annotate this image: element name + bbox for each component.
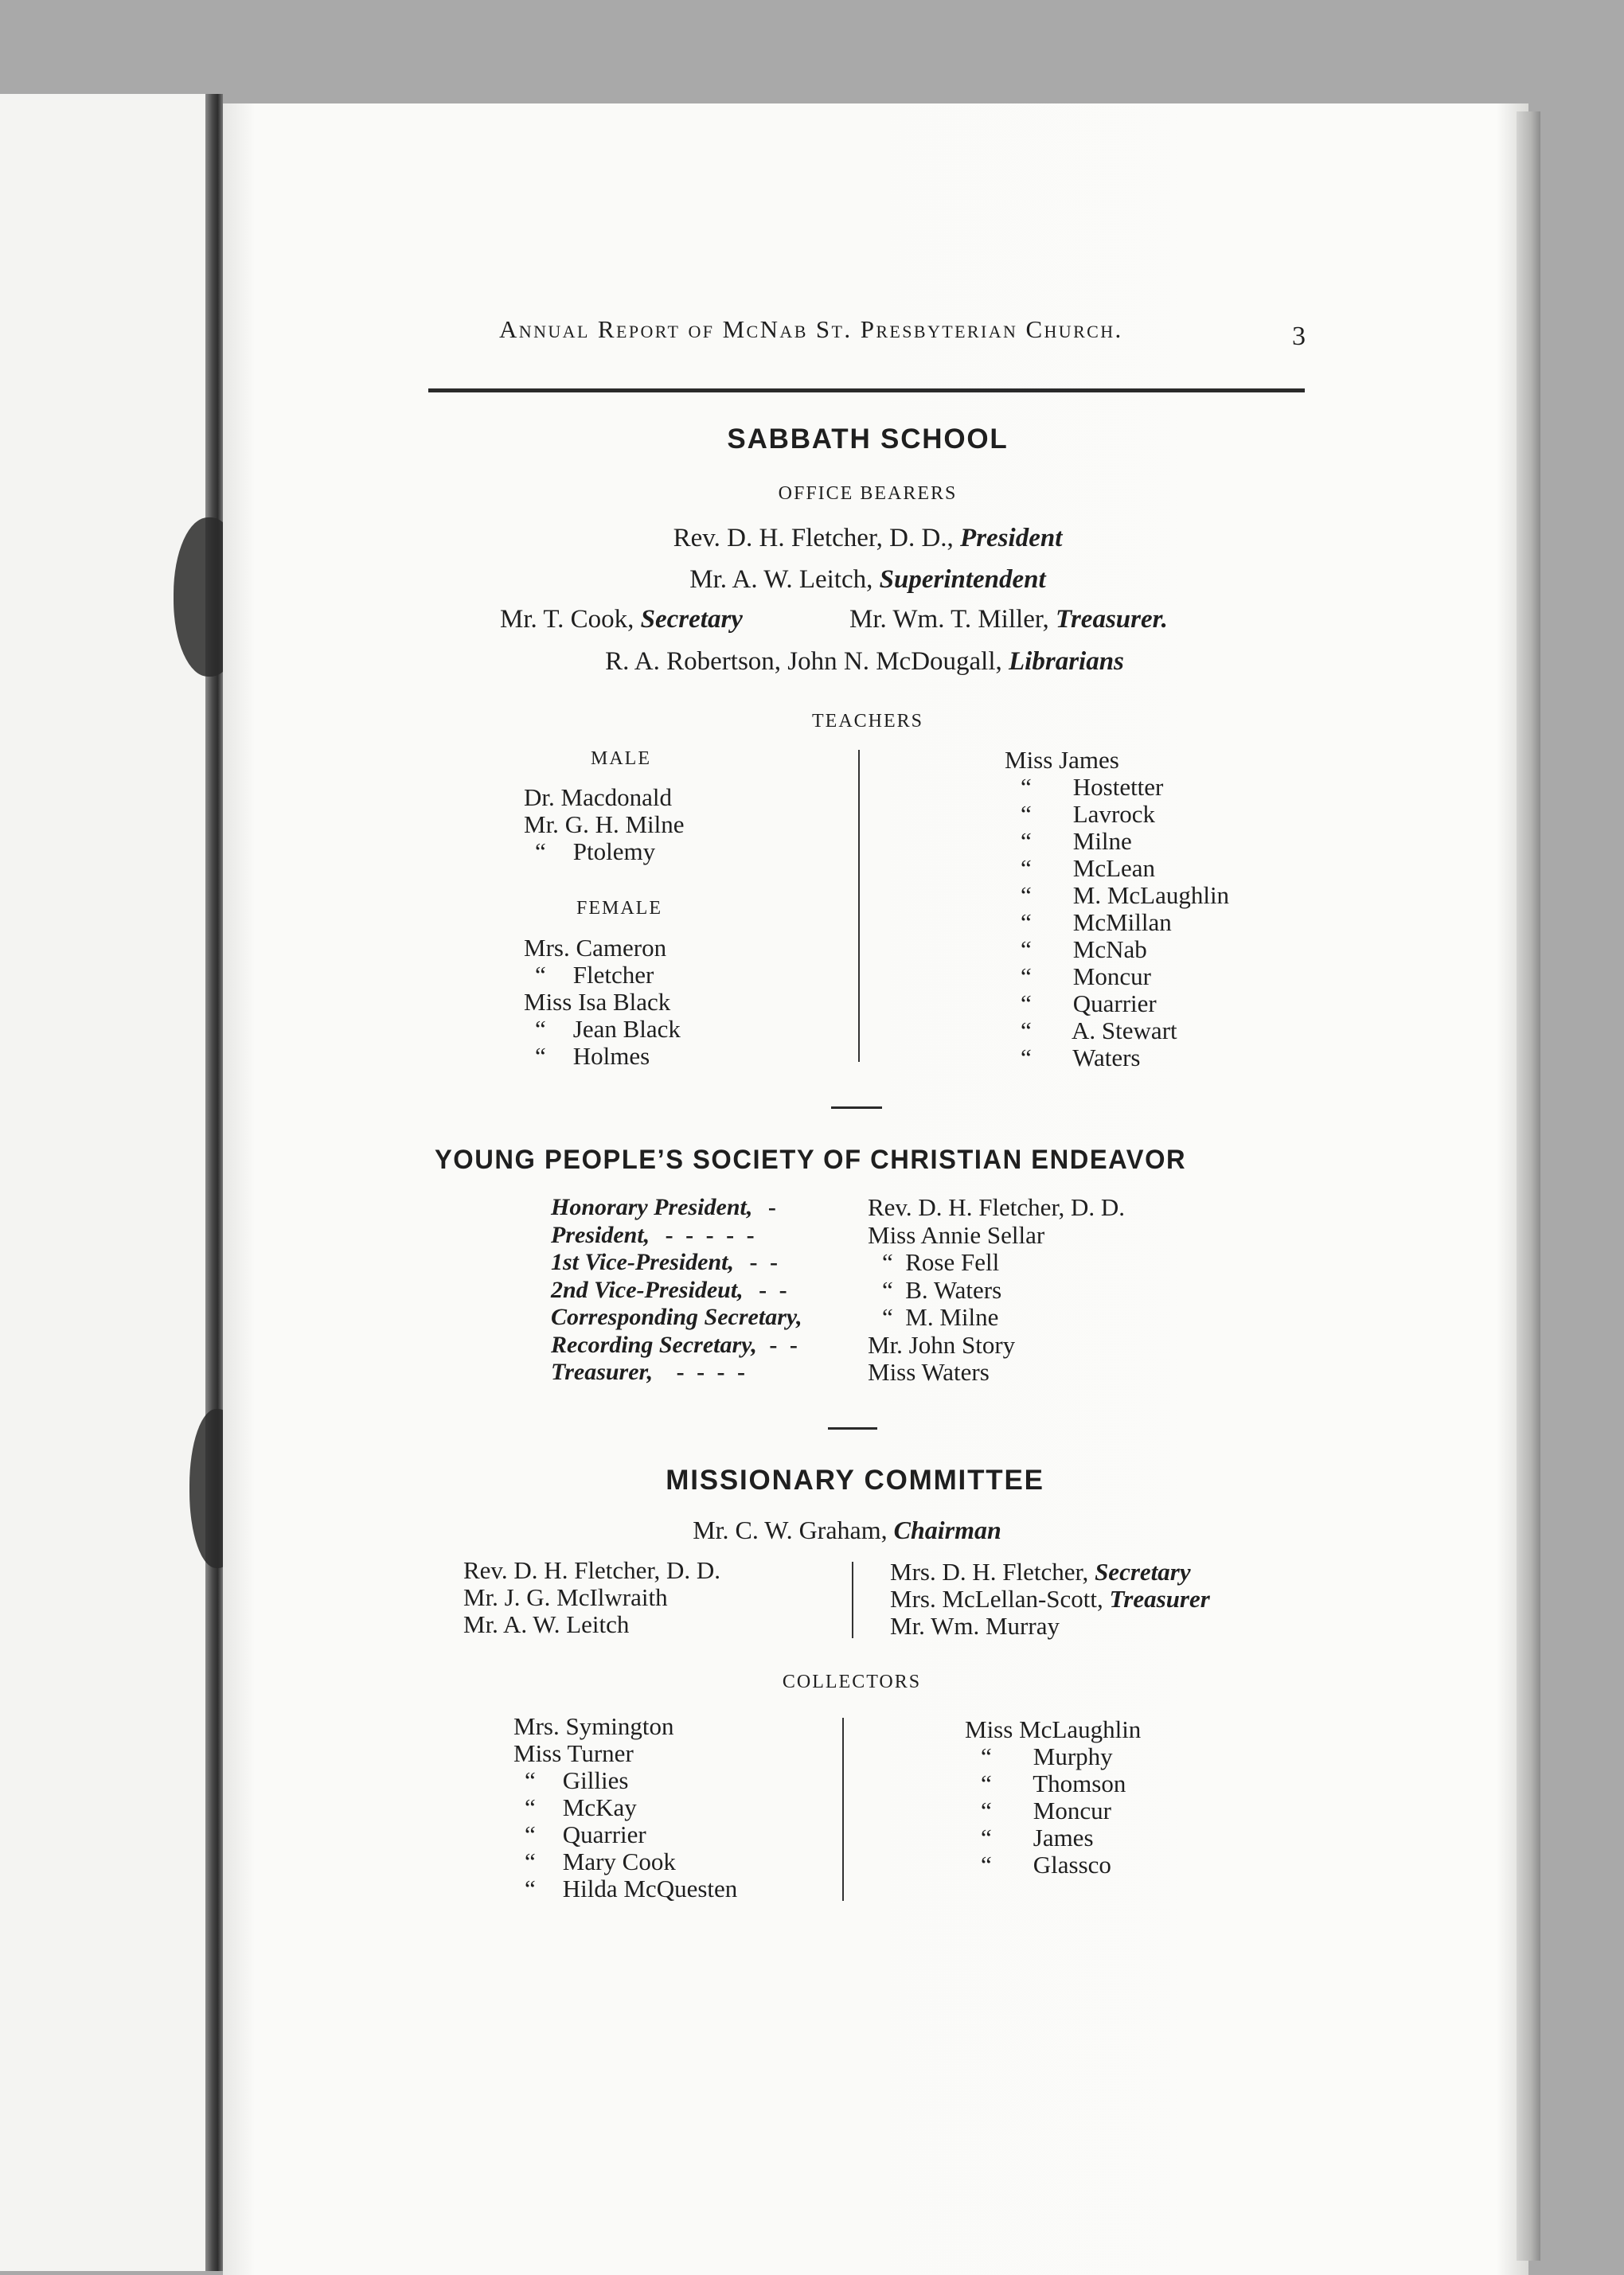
treasurer-line	[849, 605, 1168, 634]
page-number: 3	[1292, 322, 1306, 351]
list-item: “ McLean	[1021, 854, 1156, 882]
list-item: “ Hilda McQuesten	[525, 1875, 738, 1902]
office-bearers-heading: OFFICE BEARERS	[778, 483, 958, 504]
page-edge	[1517, 111, 1540, 2261]
female-heading: FEMALE	[576, 898, 662, 919]
secretary-line	[500, 605, 743, 634]
committee-column-divider	[852, 1562, 853, 1638]
officer-row: Recording Secretary, - -	[551, 1331, 801, 1358]
list-item: “ Glassco	[981, 1851, 1111, 1879]
secretary-name: Mr. T. Cook,	[500, 605, 634, 634]
committee-right	[890, 1559, 1210, 1640]
officer-row: 1st Vice-President, - -	[551, 1249, 781, 1275]
header-rule	[428, 388, 1305, 392]
collectors-left	[513, 1713, 737, 1902]
officer-row: Corresponding Secretary,	[551, 1304, 802, 1330]
list-item: Mr. J. G. McIlwraith	[463, 1583, 668, 1611]
list-item: “ McKay	[525, 1793, 637, 1821]
list-item: “ Quarrier	[1021, 989, 1157, 1017]
officer-name: “ B. Waters	[882, 1275, 1002, 1304]
superintendent-name: Mr. A. W. Leitch,	[689, 565, 873, 594]
list-item: Mr. Wm. Murray	[890, 1612, 1060, 1640]
sabbath-school-title: SABBATH SCHOOL	[727, 423, 1009, 455]
list-item: “ Milne	[1021, 827, 1132, 855]
binding-gutter	[205, 94, 223, 2271]
list-item: “ Ptolemy	[535, 837, 656, 865]
librarians-line	[605, 647, 1124, 677]
president-role: President	[960, 524, 1063, 552]
treasurer-role: Treasurer.	[1056, 605, 1168, 634]
collectors-right	[965, 1716, 1141, 1879]
list-item: Miss Isa Black	[524, 988, 671, 1016]
running-head: Annual Report of McNab St. Presbyterian Church.	[499, 315, 1123, 343]
officer-row: 2nd Vice-Presideut, - -	[551, 1276, 791, 1303]
superintendent-role: Superintendent	[879, 565, 1046, 594]
list-item: Miss James	[1005, 746, 1119, 774]
chairman-role: Chairman	[893, 1516, 1001, 1544]
officer-name: Miss Annie Sellar	[868, 1220, 1045, 1249]
list-item: “ McNab	[1021, 935, 1147, 963]
president-line	[673, 524, 1063, 553]
list-item: “ Holmes	[535, 1042, 650, 1070]
list-item: “ Quarrier	[525, 1820, 646, 1848]
committee-left	[463, 1557, 720, 1638]
teachers-heading: TEACHERS	[811, 711, 924, 732]
librarians-name: R. A. Robertson, John N. McDougall,	[605, 647, 1002, 676]
chairman-name: Mr. C. W. Graham,	[693, 1516, 888, 1544]
list-item: “ Hostetter	[1021, 773, 1164, 801]
officer-name: “ M. Milne	[882, 1303, 999, 1331]
list-item: “ Murphy	[981, 1742, 1113, 1770]
ypsce-officers	[551, 1194, 802, 1387]
list-item: Dr. Macdonald	[524, 783, 672, 811]
list-item: Mrs. Symington	[513, 1712, 674, 1740]
officer-name: Rev. D. H. Fletcher, D. D.	[868, 1193, 1126, 1221]
superintendent-line	[689, 565, 1045, 595]
list-item: “ Thomson	[981, 1770, 1126, 1797]
officer-row: President, - - - - -	[551, 1221, 758, 1248]
facing-page	[0, 94, 209, 2271]
list-item: “ Lavrock	[1021, 800, 1156, 828]
collectors-column-divider	[842, 1718, 844, 1901]
secretary-role: Secretary	[640, 605, 743, 634]
treasurer-name: Mr. Wm. T. Miller,	[849, 605, 1049, 634]
missionary-title: MISSIONARY COMMITTEE	[666, 1465, 1044, 1496]
officer-row: Honorary President, -	[551, 1194, 776, 1220]
male-heading: MALE	[591, 748, 651, 769]
ypsce-names	[868, 1194, 1125, 1387]
list-item: “ McMillan	[1021, 908, 1172, 936]
list-item: Mrs. D. H. Fletcher, Secretary	[890, 1558, 1191, 1586]
president-name: Rev. D. H. Fletcher, D. D.,	[673, 524, 954, 552]
officer-name: “ Rose Fell	[882, 1248, 1000, 1276]
male-teachers-list	[524, 784, 685, 865]
teachers-column-divider	[858, 750, 860, 1062]
section-divider	[831, 1106, 882, 1109]
officer-row: Treasurer, - - - -	[551, 1359, 749, 1385]
list-item: “ Mary Cook	[525, 1848, 676, 1875]
collectors-heading: COLLECTORS	[782, 1672, 922, 1692]
list-item: Mrs. Cameron	[524, 934, 667, 962]
section-divider	[828, 1427, 877, 1430]
list-item: “ Jean Black	[535, 1015, 681, 1043]
list-item: “ Moncur	[981, 1797, 1111, 1824]
list-item: Miss Turner	[513, 1739, 634, 1767]
list-item: “ James	[981, 1824, 1094, 1852]
list-item: “ A. Stewart	[1021, 1017, 1177, 1044]
list-item: Mrs. McLellan-Scott, Treasurer	[890, 1585, 1210, 1613]
list-item: “ Moncur	[1021, 962, 1151, 990]
female-teachers-list	[524, 935, 681, 1070]
list-item: Mr. A. W. Leitch	[463, 1610, 630, 1638]
list-item: “ Gillies	[525, 1766, 629, 1794]
officer-name: Mr. John Story	[868, 1330, 1016, 1359]
chairman-line	[693, 1516, 1001, 1545]
librarians-role: Librarians	[1009, 647, 1124, 676]
list-item: Mr. G. H. Milne	[524, 810, 685, 838]
officer-name: Miss Waters	[868, 1358, 990, 1386]
list-item: “ Fletcher	[535, 961, 654, 989]
list-item: “ Waters	[1021, 1044, 1141, 1071]
teachers-right-list	[1005, 747, 1229, 1071]
list-item: Rev. D. H. Fletcher, D. D.	[463, 1556, 721, 1584]
list-item: Miss McLaughlin	[965, 1715, 1142, 1743]
list-item: “ M. McLaughlin	[1021, 881, 1230, 909]
ypsce-title: YOUNG PEOPLE’S SOCIETY OF CHRISTIAN ENDEAVOR	[435, 1145, 1187, 1175]
